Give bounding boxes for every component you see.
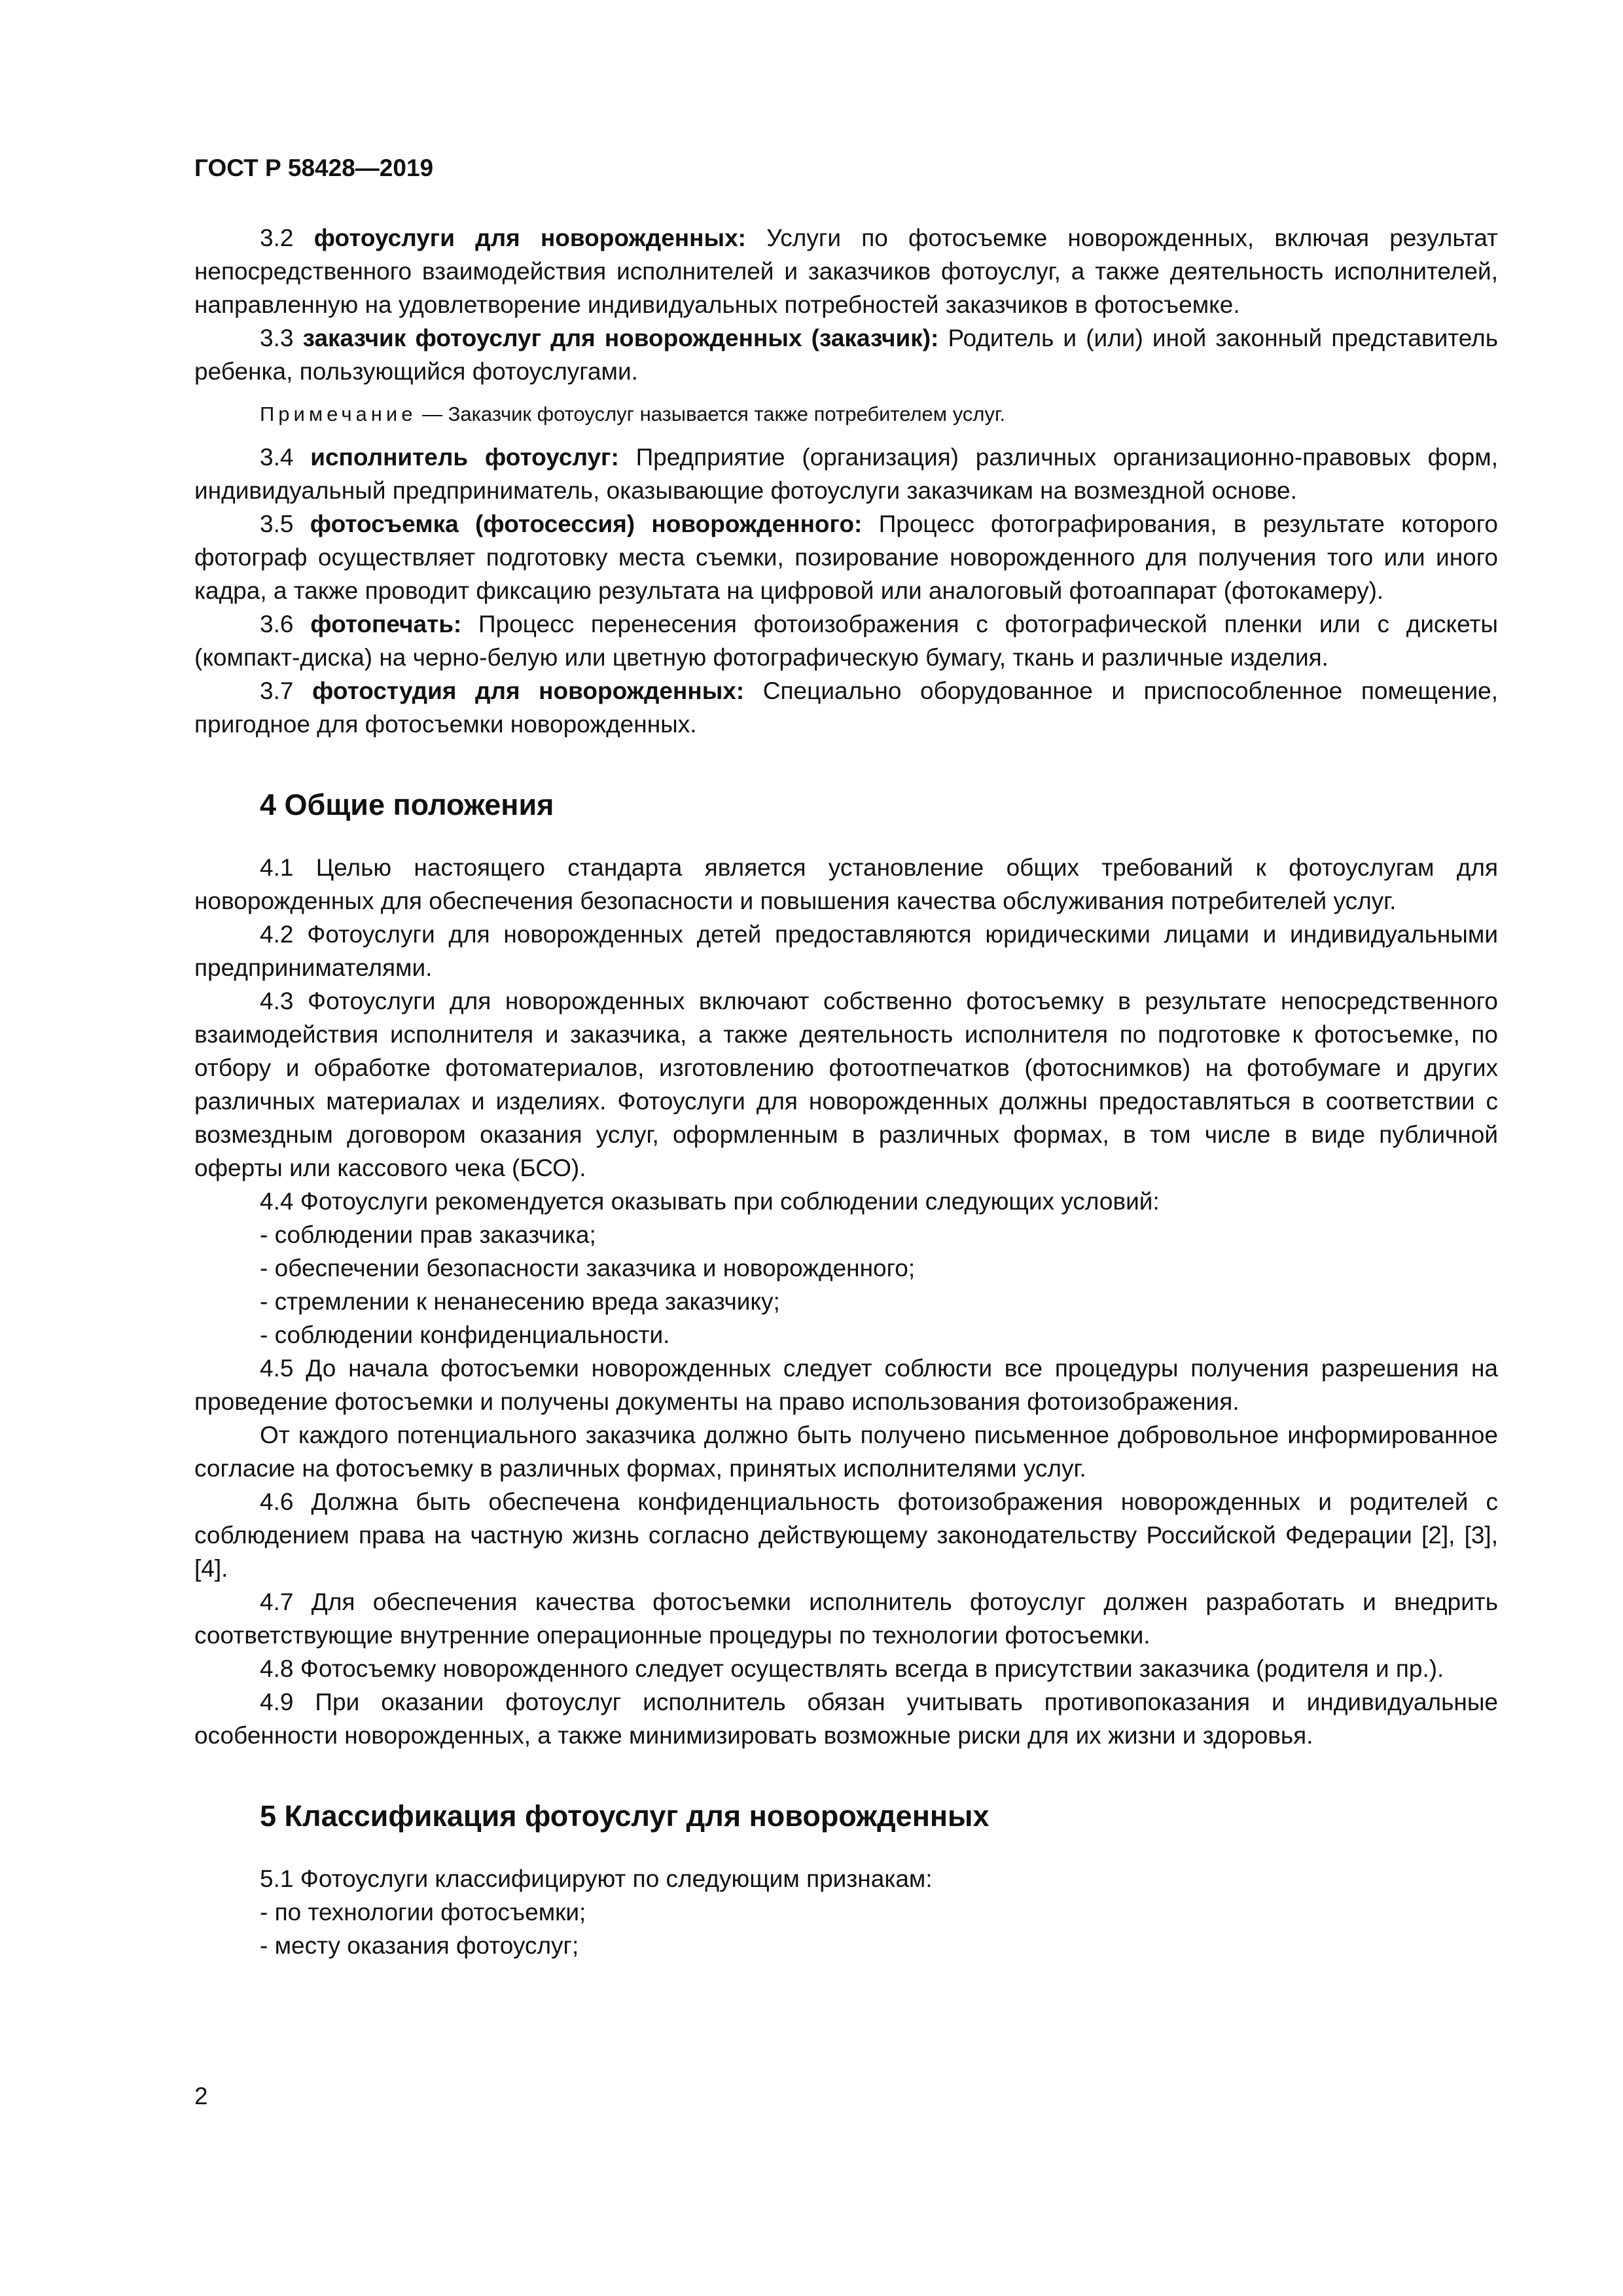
definition-3-5	[194, 507, 1498, 607]
clause-number: 3.6	[260, 611, 294, 637]
definition-3-4	[194, 440, 1498, 507]
list-item: - соблюдении прав заказчика;	[260, 1221, 596, 1248]
clause-4-3: 4.3 Фотоуслуги для новорожденных включают собственно фотосъемку в результате непосредственного взаимодействия исполнителя и заказчика, а также деятельность исполнителя по подготовке к фотосъемке, по отбору и обработке фотоматериалов, изготовлению фотоотпечатков (фотоснимков) на фотобумаге и других различных материалах и изделиях. Фотоуслуги для новорожденных должны предоставляться в соответствии с возмездным договором оказания услуг, оформленным в различных формах, в том числе в виде публичной оферты или кассового чека (БСО).	[194, 988, 1498, 1181]
clause-5-1: 5.1 Фотоуслуги классифицируют по следующим признакам:	[260, 1865, 933, 1892]
list-item: - обеспечении безопасности заказчика и новорожденного;	[260, 1255, 916, 1282]
note	[194, 400, 1498, 429]
page-number: 2	[194, 2083, 208, 2109]
term: фотостудия для новорожденных:	[312, 677, 745, 704]
document-body	[194, 221, 1498, 1962]
note-text: — Заказчик фотоуслуг называется также потребителем услуг.	[422, 403, 1006, 425]
clause-4-6: 4.6 Должна быть обеспечена конфиденциальность фотоизображения новорожденных и родителей с соблюдением права на частную жизнь согласно действующему законодательству Российской Федерации [2], [3], [4].	[194, 1488, 1498, 1582]
definition-text: Процесс фотографирования, в результате которого фотограф осуществляет подготовку места съемки, позирование новорожденного для получения того или иного кадра, а также проводит фиксацию результата на цифровой или аналоговый фотоаппарат (фотокамеру).	[194, 511, 1498, 604]
definition-3-3	[194, 321, 1498, 388]
definition-text: Родитель и (или) иной законный представитель ребенка, пользующийся фотоуслугами.	[194, 325, 1498, 385]
list-item: - месту оказания фотоуслуг;	[260, 1932, 579, 1959]
term: фотосъемка (фотосессия) новорожденного:	[310, 511, 863, 537]
term: фотоуслуги для новорожденных:	[313, 224, 746, 251]
note-label: Примечание	[260, 403, 417, 425]
document-header: ГОСТ Р 58428—2019	[194, 154, 434, 181]
clause-4-5: 4.5 До начала фотосъемки новорожденных следует соблюсти все процедуры получения разрешения на проведение фотосъемки и получены документы на право использования фотоизображения.	[194, 1355, 1498, 1415]
section-4-heading: 4 Общие положения	[260, 788, 554, 821]
list-item: - стремлении к ненанесению вреда заказчику;	[260, 1288, 780, 1315]
definition-text: Процесс перенесения фотоизображения с фотографической пленки или с дискеты (компакт-диска) на черно-белую или цветную фотографическую бумагу, ткань и различные изделия.	[194, 611, 1499, 671]
definition-text: Услуги по фотосъемке новорожденных, включая результат непосредственного взаимодействия исполнителей и заказчиков фотоуслуг, а также деятельность исполнителей, направленную на удовлетворение индивидуальных потребностей заказчиков в фотосъемке.	[194, 224, 1499, 318]
clause-number: 3.3	[260, 325, 294, 351]
clause-4-9: 4.9 При оказании фотоуслуг исполнитель обязан учитывать противопоказания и индивидуальные особенности новорожденных, а также минимизировать возможные риски для их жизни и здоровья.	[194, 1689, 1498, 1749]
clause-number: 3.5	[260, 511, 294, 537]
definition-3-6	[194, 607, 1498, 674]
term: исполнитель фотоуслуг:	[310, 444, 619, 471]
clause-4-7: 4.7 Для обеспечения качества фотосъемки исполнитель фотоуслуг должен разработать и внедрить соответствующие внутренние операционные процедуры по технологии фотосъемки.	[194, 1588, 1498, 1649]
definition-text: Предприятие (организация) различных организационно-правовых форм, индивидуальный предприниматель, оказывающие фотоуслуги заказчикам на возмездной основе.	[194, 444, 1498, 504]
clause-4-2: 4.2 Фотоуслуги для новорожденных детей предоставляются юридическими лицами и индивидуальными предпринимателями.	[194, 921, 1498, 981]
clause-number: 3.4	[260, 444, 294, 471]
definition-3-2	[194, 221, 1498, 321]
clause-number: 3.2	[260, 224, 294, 251]
definition-3-7	[194, 674, 1498, 741]
definition-text: Специально оборудованное и приспособленное помещение, пригодное для фотосъемки новорожденных.	[194, 677, 1499, 738]
clause-4-5-continued: От каждого потенциального заказчика должно быть получено письменное добровольное информированное согласие на фотосъемку в различных формах, принятых исполнителями услуг.	[194, 1422, 1498, 1482]
section-5-heading: 5 Классификация фотоуслуг для новорожденных	[260, 1799, 990, 1833]
list-item: - соблюдении конфиденциальности.	[260, 1321, 670, 1348]
list-item: - по технологии фотосъемки;	[260, 1899, 586, 1926]
clause-number: 3.7	[260, 677, 294, 704]
clause-4-8: 4.8 Фотосъемку новорожденного следует осуществлять всегда в присутствии заказчика (родителя и пр.).	[260, 1655, 1444, 1682]
clause-4-1: 4.1 Целью настоящего стандарта является установление общих требований к фотоуслугам для новорожденных для обеспечения безопасности и повышения качества обслуживания потребителей услуг.	[194, 854, 1498, 914]
term: фотопечать:	[310, 611, 462, 637]
term: заказчик фотоуслуг для новорожденных (заказчик):	[302, 325, 939, 351]
clause-4-4: 4.4 Фотоуслуги рекомендуется оказывать при соблюдении следующих условий:	[260, 1188, 1160, 1215]
